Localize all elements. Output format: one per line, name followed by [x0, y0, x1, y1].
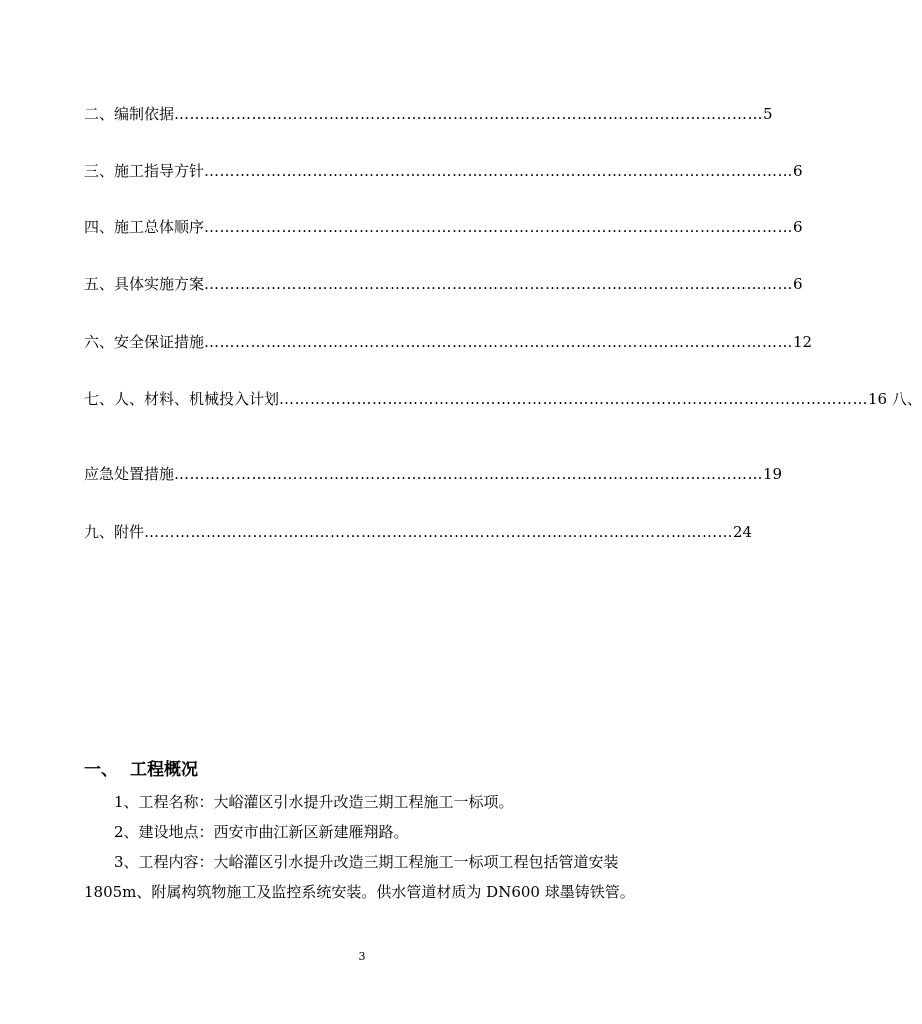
toc-entry-title: 九、附件: [84, 523, 145, 541]
section-number: 一、: [84, 760, 118, 780]
toc-entry-title: 应急处置措施: [84, 465, 175, 483]
toc-leader-dots: ……………………………………………………………………………………………………: [174, 465, 764, 483]
section-heading: [84, 755, 198, 780]
toc-leader-dots: ……………………………………………………………………………………………………: [204, 275, 794, 293]
toc-entry[interactable]: [84, 522, 753, 542]
toc-entry-title: 三、施工指导方针: [84, 162, 205, 180]
section-title: 工程概况: [130, 760, 198, 780]
toc-entry-title: 六、安全保证措施: [84, 333, 205, 351]
toc-entry[interactable]: [84, 217, 803, 237]
toc-entry[interactable]: [84, 389, 922, 409]
project-name-paragraph: 1、工程名称：大峪灌区引水提升改造三期工程施工一标项。: [114, 793, 514, 811]
toc-entry[interactable]: [84, 464, 783, 484]
toc-entry-title: 四、施工总体顺序: [84, 218, 205, 236]
project-location-paragraph: 2、建设地点：西安市曲江新区新建雁翔路。: [114, 823, 409, 841]
toc-leader-dots: ……………………………………………………………………………………………………: [174, 105, 764, 123]
toc-leader-dots: ……………………………………………………………………………………………………: [144, 523, 734, 541]
toc-entry-title: 七、人、材料、机械投入计划: [84, 390, 280, 408]
toc-entry[interactable]: [84, 161, 803, 181]
toc-leader-dots: ……………………………………………………………………………………………………: [279, 390, 869, 408]
toc-entry-title: 二、编制依据: [84, 105, 175, 123]
toc-leader-dots: ……………………………………………………………………………………………………: [204, 333, 794, 351]
toc-entry-page: 5: [763, 105, 773, 123]
toc-entry[interactable]: [84, 332, 813, 352]
toc-entry-page: 6: [793, 218, 803, 236]
toc-entry-title: 五、具体实施方案: [84, 275, 205, 293]
toc-entry-page: 6: [793, 162, 803, 180]
project-content-paragraph: 3、工程内容：大峪灌区引水提升改造三期工程施工一标项工程包括管道安装 1805m、附属构筑物施工及监控系统安装。供水管道材质为 DN600 球墨铸铁管。: [84, 853, 635, 901]
toc-entry-page: 19: [763, 465, 783, 483]
toc-entry[interactable]: [84, 104, 773, 124]
toc-entry-page: 6: [793, 275, 803, 293]
toc-entry-page: 24: [733, 523, 753, 541]
toc-leader-dots: ……………………………………………………………………………………………………: [204, 162, 794, 180]
toc-entry-page: 16 八、: [868, 390, 922, 408]
toc-entry[interactable]: [84, 274, 803, 294]
toc-entry-page: 12: [793, 333, 813, 351]
page-number: 3: [358, 950, 366, 963]
toc-leader-dots: ……………………………………………………………………………………………………: [204, 218, 794, 236]
